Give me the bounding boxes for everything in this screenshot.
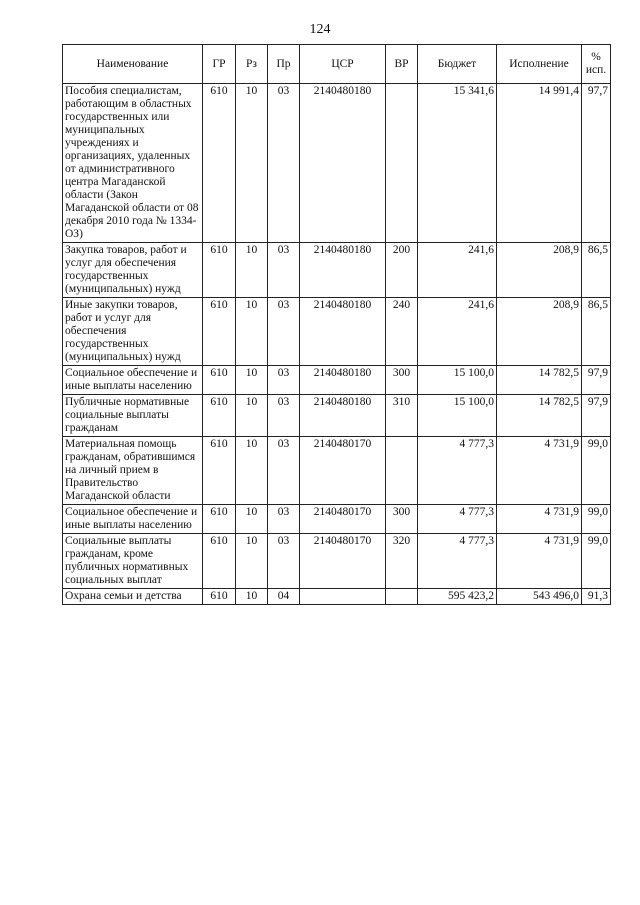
cell-rz: 10	[236, 366, 268, 395]
cell-execution: 208,9	[497, 298, 582, 366]
cell-percent: 86,5	[582, 243, 611, 298]
cell-vr: 200	[386, 243, 418, 298]
cell-budget: 4 777,3	[418, 505, 497, 534]
cell-gr: 610	[203, 395, 236, 437]
cell-percent: 97,9	[582, 395, 611, 437]
table-row	[63, 534, 611, 589]
cell-percent: 97,7	[582, 84, 611, 243]
cell-vr: 310	[386, 395, 418, 437]
cell-gr: 610	[203, 589, 236, 605]
cell-execution: 14 782,5	[497, 366, 582, 395]
cell-rz: 10	[236, 395, 268, 437]
table-header-row	[63, 45, 611, 84]
cell-rz: 10	[236, 505, 268, 534]
cell-gr: 610	[203, 366, 236, 395]
cell-rz: 10	[236, 243, 268, 298]
table-row	[63, 589, 611, 605]
cell-budget: 241,6	[418, 243, 497, 298]
cell-execution: 4 731,9	[497, 534, 582, 589]
table-row	[63, 437, 611, 505]
cell-name: Социальные выплаты гражданам, кроме публичных нормативных социальных выплат	[63, 534, 203, 589]
cell-execution: 14 782,5	[497, 395, 582, 437]
cell-rz: 10	[236, 589, 268, 605]
cell-name: Материальная помощь гражданам, обратившимся на личный прием в Правительство Магаданской области	[63, 437, 203, 505]
header-gr: ГР	[203, 45, 236, 84]
cell-rz: 10	[236, 84, 268, 243]
cell-vr	[386, 84, 418, 243]
cell-budget: 4 777,3	[418, 534, 497, 589]
header-csr: ЦСР	[300, 45, 386, 84]
cell-budget: 15 100,0	[418, 395, 497, 437]
cell-budget: 15 100,0	[418, 366, 497, 395]
cell-percent: 99,0	[582, 505, 611, 534]
table-row	[63, 366, 611, 395]
header-budget: Бюджет	[418, 45, 497, 84]
cell-vr	[386, 589, 418, 605]
cell-pr: 03	[268, 534, 300, 589]
cell-pr: 04	[268, 589, 300, 605]
cell-gr: 610	[203, 437, 236, 505]
cell-gr: 610	[203, 84, 236, 243]
cell-rz: 10	[236, 437, 268, 505]
cell-execution: 4 731,9	[497, 437, 582, 505]
header-pr: Пр	[268, 45, 300, 84]
cell-pr: 03	[268, 298, 300, 366]
cell-csr	[300, 589, 386, 605]
cell-execution: 208,9	[497, 243, 582, 298]
cell-budget: 241,6	[418, 298, 497, 366]
cell-name: Социальное обеспечение и иные выплаты населению	[63, 505, 203, 534]
cell-vr: 300	[386, 505, 418, 534]
cell-name: Пособия специалистам, работающим в областных государственных или муниципальных учреждениях и организациях, удаленных от административного центра Магаданской области (Закон Магаданской области от 08 декабря 2010 года № 1334-ОЗ)	[63, 84, 203, 243]
cell-rz: 10	[236, 534, 268, 589]
page-number: 124	[309, 22, 331, 37]
cell-budget: 4 777,3	[418, 437, 497, 505]
header-name: Наименование	[63, 45, 203, 84]
cell-vr: 320	[386, 534, 418, 589]
header-percent: % исп.	[582, 45, 611, 84]
cell-budget: 595 423,2	[418, 589, 497, 605]
cell-pr: 03	[268, 505, 300, 534]
header-execution: Исполнение	[497, 45, 582, 84]
cell-gr: 610	[203, 505, 236, 534]
cell-execution: 543 496,0	[497, 589, 582, 605]
cell-percent: 91,3	[582, 589, 611, 605]
cell-percent: 86,5	[582, 298, 611, 366]
cell-execution: 14 991,4	[497, 84, 582, 243]
table-row	[63, 298, 611, 366]
cell-rz: 10	[236, 298, 268, 366]
cell-name: Социальное обеспечение и иные выплаты населению	[63, 366, 203, 395]
cell-gr: 610	[203, 298, 236, 366]
table-row	[63, 395, 611, 437]
cell-name: Охрана семьи и детства	[63, 589, 203, 605]
cell-csr: 2140480170	[300, 505, 386, 534]
cell-gr: 610	[203, 534, 236, 589]
cell-pr: 03	[268, 84, 300, 243]
cell-csr: 2140480180	[300, 84, 386, 243]
cell-csr: 2140480170	[300, 534, 386, 589]
cell-vr: 300	[386, 366, 418, 395]
cell-gr: 610	[203, 243, 236, 298]
cell-percent: 99,0	[582, 534, 611, 589]
cell-vr: 240	[386, 298, 418, 366]
cell-csr: 2140480180	[300, 243, 386, 298]
table-row	[63, 84, 611, 243]
cell-name: Публичные нормативные социальные выплаты гражданам	[63, 395, 203, 437]
header-rz: Рз	[236, 45, 268, 84]
cell-name: Закупка товаров, работ и услуг для обеспечения государственных (муниципальных) нужд	[63, 243, 203, 298]
table-row	[63, 243, 611, 298]
cell-csr: 2140480180	[300, 298, 386, 366]
cell-pr: 03	[268, 437, 300, 505]
table-row	[63, 505, 611, 534]
cell-csr: 2140480180	[300, 395, 386, 437]
cell-csr: 2140480180	[300, 366, 386, 395]
cell-vr	[386, 437, 418, 505]
cell-pr: 03	[268, 243, 300, 298]
cell-percent: 97,9	[582, 366, 611, 395]
cell-execution: 4 731,9	[497, 505, 582, 534]
cell-name: Иные закупки товаров, работ и услуг для обеспечения государственных (муниципальных) нужд	[63, 298, 203, 366]
cell-pr: 03	[268, 395, 300, 437]
cell-csr: 2140480170	[300, 437, 386, 505]
cell-pr: 03	[268, 366, 300, 395]
cell-budget: 15 341,6	[418, 84, 497, 243]
header-vr: ВР	[386, 45, 418, 84]
budget-table	[62, 44, 611, 605]
cell-percent: 99,0	[582, 437, 611, 505]
